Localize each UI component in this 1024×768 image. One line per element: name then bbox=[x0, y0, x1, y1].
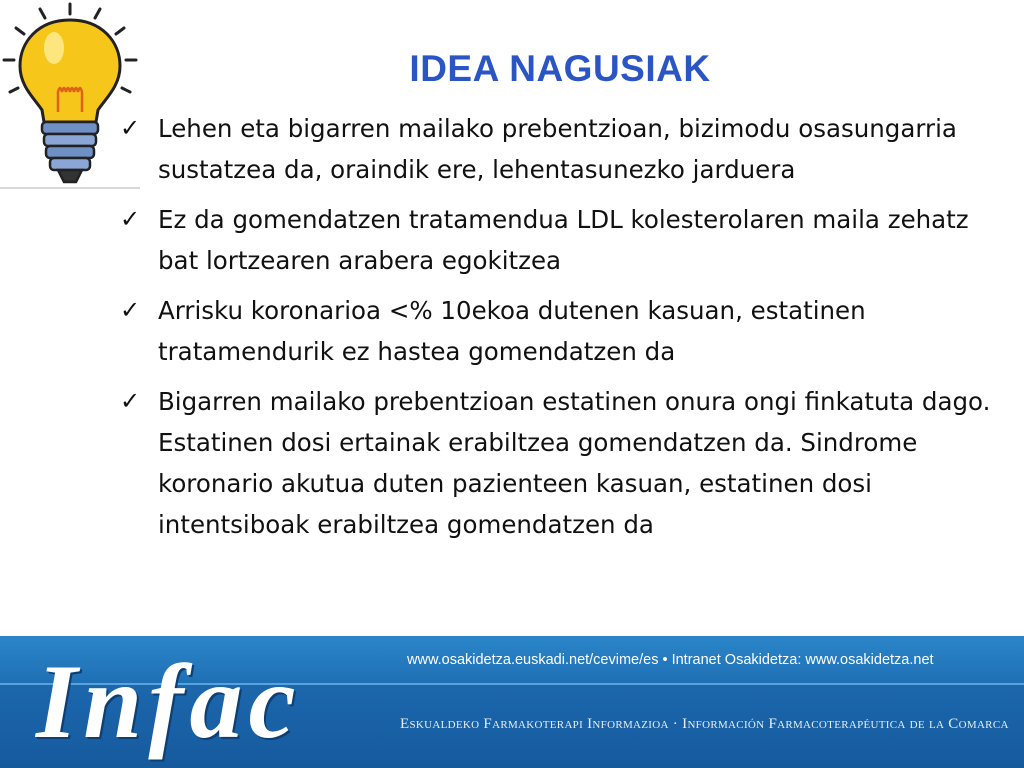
bullet-text: Ez da gomendatzen tratamendua LDL kolesterolaren maila zehatz bat lortzearen arabera egokitzea bbox=[158, 205, 969, 275]
footer-websites: www.osakidetza.euskadi.net/cevime/es • Intranet Osakidetza: www.osakidetza.net bbox=[407, 652, 934, 668]
bullet-text: Arrisku koronarioa <% 10ekoa dutenen kasuan, estatinen tratamendurik ez hastea gomendatzen da bbox=[158, 296, 866, 366]
bullet-item bbox=[118, 381, 998, 545]
bullet-item bbox=[118, 108, 998, 190]
footer-banner bbox=[0, 636, 1024, 768]
checkmark-icon: ✓ bbox=[120, 296, 141, 324]
bullet-text: Lehen eta bigarren mailako prebentzioan, bizimodu osasungarria sustatzea da, oraindik ere, lehentasunezko jarduera bbox=[158, 114, 957, 184]
checkmark-icon: ✓ bbox=[120, 205, 141, 233]
bullet-item bbox=[118, 290, 998, 372]
checkmark-icon: ✓ bbox=[120, 114, 141, 142]
bullet-text: Bigarren mailako prebentzioan estatinen onura ongi finkatuta dago. Estatinen dosi ertainak erabiltzea gomendatzen da. Sindrome koronario akutua duten pazienteen kasuan, estatinen dosi intentsiboak erabiltzea gomendatzen da bbox=[158, 387, 991, 539]
checkmark-icon: ✓ bbox=[120, 387, 141, 415]
footer-tagline: Eskualdeko Farmakoterapi Informazioa · Información Farmacoterapéutica de la Comarca bbox=[400, 716, 1009, 732]
infac-logo: Infac bbox=[36, 643, 302, 760]
slide-title: IDEA NAGUSIAK bbox=[409, 48, 711, 89]
bullet-item bbox=[118, 199, 998, 281]
bullet-list bbox=[118, 108, 998, 554]
